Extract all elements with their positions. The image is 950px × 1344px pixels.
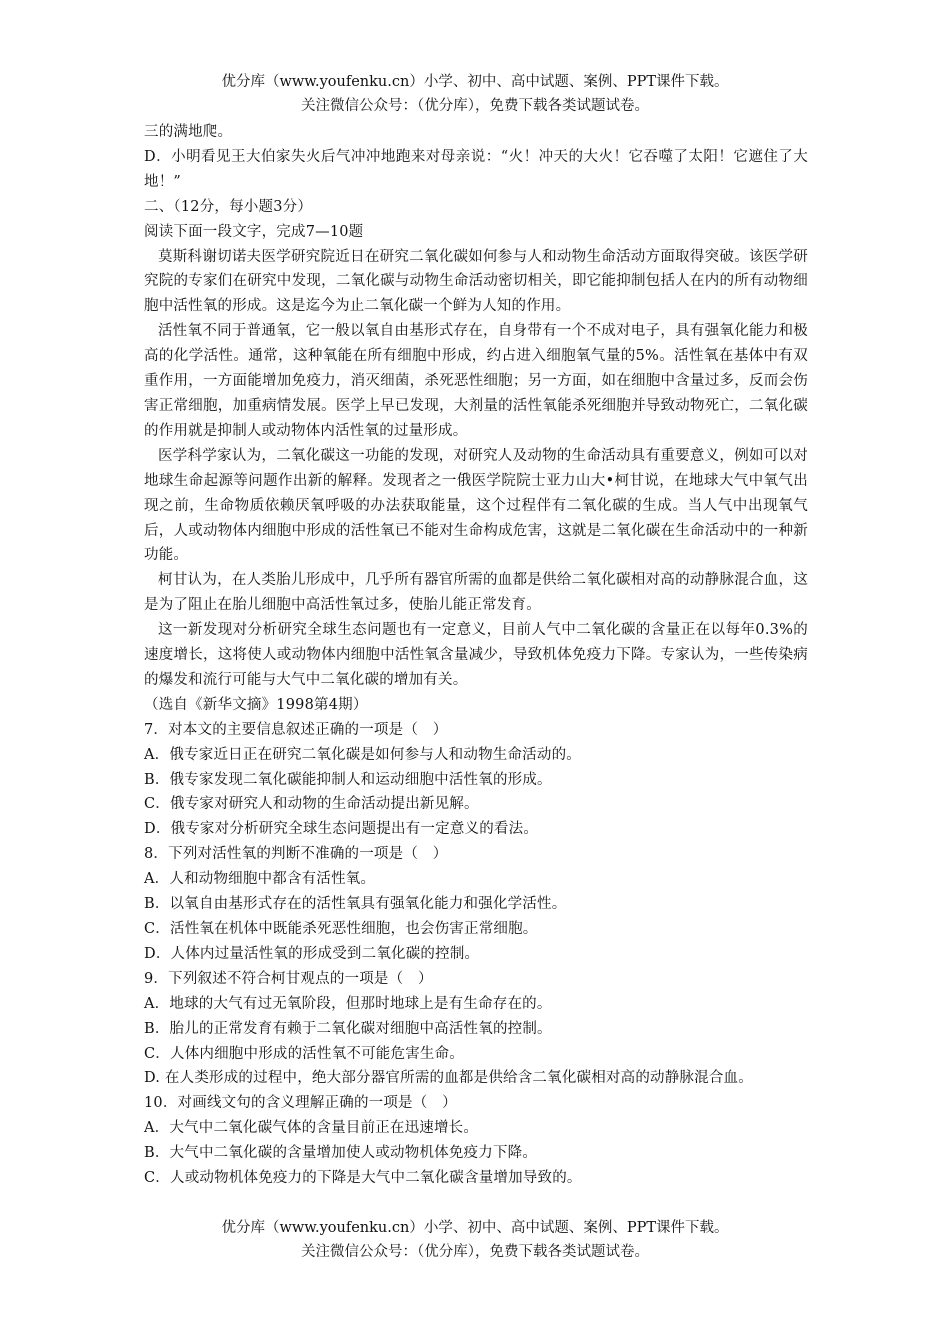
page-content: [144, 120, 808, 1191]
question-stem: 10．对画线文句的含义理解正确的一项是（ ）: [144, 1095, 457, 1112]
page-footer: [0, 1216, 950, 1264]
passage-paragraph: 柯甘认为，在人类胎儿形成中，几乎所有器官所需的血都是供给二氧化碳相对高的动静脉混合血，这是为了阻止在胎儿细胞中高活性氧过多，使胎儿能正常发育。: [144, 572, 808, 614]
previous-option-d: D．小明看见王大伯家失火后气冲冲地跑来对母亲说：“火！冲天的大火！它吞噬了太阳！它遮住了大地！”: [144, 148, 808, 190]
question-option: A．地球的大气有过无氧阶段，但那时地球上是有生命存在的。: [144, 995, 552, 1012]
question-stem: 9．下列叙述不符合柯甘观点的一项是（ ）: [144, 970, 433, 987]
question-option: D. 在人类形成的过程中，绝大部分器官所需的血都是供给含二氧化碳相对高的动静脉混合血。: [144, 1070, 753, 1087]
question-option: B．以氧自由基形式存在的活性氧具有强氧化能力和强化学活性。: [144, 896, 567, 913]
question-option: A．人和动物细胞中都含有活性氧。: [144, 871, 376, 888]
question-stem: 8．下列对活性氧的判断不准确的一项是（ ）: [144, 846, 448, 863]
passage-paragraph: 这一新发现对分析研究全球生态问题也有一定意义，目前人气中二氧化碳的含量正在以每年0.3%的速度增长，这将使人或动物体内细胞中活性氧含量减少，导致机体免疫力下降。专家认为，一些传染病的爆发和流行可能与大气中二氧化碳的增加有关。: [144, 622, 808, 688]
passage-paragraph: 医学科学家认为，二氧化碳这一功能的发现，对研究人及动物的生命活动具有重要意义，例如可以对地球生命起源等问题作出新的解释。发现者之一俄医学院院士亚力山大•柯甘说，在地球大气中氧气出现之前，生命物质依赖厌氧呼吸的办法获取能量，这个过程伴有二氧化碳的生成。当人气中出现氧气后，人或动物体内细胞中形成的活性氧已不能对生命构成危害，这就是二氧化碳在生命活动中的一种新功能。: [144, 447, 808, 564]
question-option: D．俄专家对分析研究全球生态问题提出有一定意义的看法。: [144, 821, 539, 838]
passage-paragraph: 活性氧不同于普通氧，它一般以氧自由基形式存在，自身带有一个不成对电子，具有强氧化能力和极高的化学活性。通常，这种氧能在所有细胞中形成，约占进入细胞氧气量的5%。活性氧在基体中有双重作用，一方面能增加免疫力，消灭细菌，杀死恶性细胞；另一方面，如在细胞中含量过多，反而会伤害正常细胞，加重病情发展。医学上早已发现，大剂量的活性氧能杀死细胞并导致动物死亡，二氧化碳的作用就是抑制人或动物体内活性氧的过量形成。: [144, 323, 808, 439]
footer-line-1: 优分库（www.youfenku.cn）小学、初中、高中试题、案例、PPT课件下载。: [221, 1220, 729, 1236]
question-option: A．大气中二氧化碳气体的含量目前正在迅速增长。: [144, 1120, 479, 1137]
continued-fragment: 三的满地爬。: [144, 124, 233, 140]
passage-source: （选自《新华文摘》1998第4期）: [144, 696, 368, 713]
question-stem: 7．对本文的主要信息叙述正确的一项是（ ）: [144, 721, 448, 738]
question-option: C．活性氧在机体中既能杀死恶性细胞，也会伤害正常细胞。: [144, 921, 538, 937]
question-option: C．俄专家对研究人和动物的生命活动提出新见解。: [144, 796, 479, 813]
reading-instruction: 阅读下面一段文字，完成7—10题: [144, 223, 364, 240]
question-option: B．俄专家发现二氧化碳能抑制人和运动细胞中活性氧的形成。: [144, 771, 552, 788]
passage-paragraph: 莫斯科谢切诺夫医学研究院近日在研究二氧化碳如何参与人和动物生命活动方面取得突破。该医学研究院的专家们在研究中发现，二氧化碳与动物生命活动密切相关，即它能抑制包括人在内的所有动物细胞中活性氧的形成。这是迄今为止二氧化碳一个鲜为人知的作用。: [144, 248, 808, 315]
question-option: B．大气中二氧化碳的含量增加使人或动物机体免疫力下降。: [144, 1145, 538, 1162]
question-option: A．俄专家近日正在研究二氧化碳是如何参与人和动物生命活动的。: [144, 746, 581, 763]
page-header: [0, 70, 950, 118]
header-line-2: 关注微信公众号：（优分库），免费下载各类试题试卷。: [301, 98, 649, 114]
question-option: C．人或动物机体免疫力的下降是大气中二氧化碳含量增加导致的。: [144, 1170, 582, 1187]
question-option: C．人体内细胞中形成的活性氧不可能危害生命。: [144, 1045, 464, 1062]
footer-line-2: 关注微信公众号：（优分库），免费下载各类试题试卷。: [301, 1244, 649, 1260]
header-line-1: 优分库（www.youfenku.cn）小学、初中、高中试题、案例、PPT课件下载。: [221, 74, 729, 90]
question-option: D．人体内过量活性氧的形成受到二氧化碳的控制。: [144, 945, 480, 962]
question-option: B．胎儿的正常发育有赖于二氧化碳对细胞中高活性氧的控制。: [144, 1020, 552, 1037]
section-title: 二、（12分，每小题3分）: [144, 198, 313, 215]
